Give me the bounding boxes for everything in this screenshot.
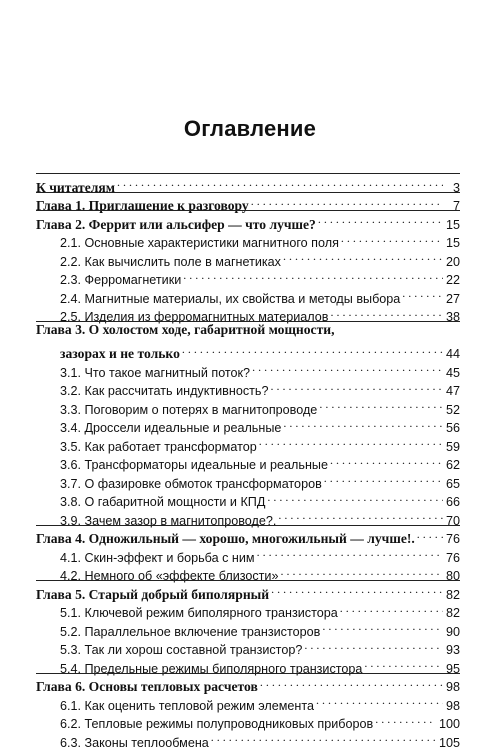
toc-section-entry bbox=[36, 710, 460, 729]
entry-title: 2.1. Основные характеристики магнитного поля bbox=[60, 234, 341, 253]
dot-leader bbox=[252, 358, 443, 377]
toc-section-entry bbox=[36, 284, 460, 303]
dot-leader bbox=[319, 395, 443, 414]
entry-title: 4.2. Немного об «эффекте близости» bbox=[60, 567, 280, 586]
dot-leader bbox=[283, 414, 443, 433]
entry-page-number: 90 bbox=[443, 623, 460, 642]
entry-title: 3.5. Как работает трансформатор bbox=[60, 438, 259, 457]
entry-title: Глава 3. О холостом ходе, габаритной мощности, bbox=[36, 321, 337, 340]
dot-leader bbox=[278, 506, 443, 525]
toc-section-entry bbox=[36, 358, 460, 377]
entry-title: 3.9. Зачем зазор в магнитопроводе?. bbox=[60, 512, 278, 531]
entry-page-number: 56 bbox=[443, 419, 460, 438]
dot-leader bbox=[375, 710, 436, 729]
entry-page-number: 100 bbox=[436, 715, 460, 734]
entry-page-number: 59 bbox=[443, 438, 460, 457]
entry-page-number: 44 bbox=[443, 345, 460, 364]
entry-title: 3.8. О габаритной мощности и КПД bbox=[60, 493, 267, 512]
dot-leader bbox=[257, 543, 443, 562]
toc-section-entry bbox=[36, 506, 460, 525]
entry-page-number: 62 bbox=[443, 456, 460, 475]
dot-leader bbox=[183, 266, 443, 285]
toc-section-entry bbox=[36, 247, 460, 266]
dot-leader bbox=[117, 173, 443, 192]
chapter-divider bbox=[36, 210, 460, 211]
entry-title: 2.5. Изделия из ферромагнитных материалов bbox=[60, 308, 330, 327]
dot-leader bbox=[270, 377, 443, 396]
toc-section-entry bbox=[36, 562, 460, 581]
toc-chapter-entry bbox=[36, 173, 460, 192]
entry-page-number: 82 bbox=[443, 604, 460, 623]
entry-title: 5.1. Ключевой режим биполярного транзистора bbox=[60, 604, 340, 623]
entry-page-number: 70 bbox=[443, 512, 460, 531]
toc-section-entry bbox=[36, 654, 460, 673]
dot-leader bbox=[304, 636, 443, 655]
entry-page-number: 3 bbox=[443, 179, 460, 198]
entry-title: 3.4. Дроссели идеальные и реальные bbox=[60, 419, 283, 438]
entry-page-number: 98 bbox=[443, 697, 460, 716]
entry-title: 3.6. Трансформаторы идеальные и реальные bbox=[60, 456, 330, 475]
toc-section-entry bbox=[36, 303, 460, 322]
entry-page-number: 95 bbox=[443, 660, 460, 679]
dot-leader bbox=[318, 210, 443, 229]
entry-page-number: 82 bbox=[443, 586, 460, 605]
dot-leader bbox=[259, 432, 443, 451]
toc-section-entry bbox=[36, 432, 460, 451]
entry-title: Глава 2. Феррит или альсифер — что лучше? bbox=[36, 216, 318, 235]
entry-title: Глава 1. Приглашение к разговору bbox=[36, 197, 251, 216]
entry-page-number: 15 bbox=[443, 216, 460, 235]
entry-title: 5.2. Параллельное включение транзисторов bbox=[60, 623, 322, 642]
toc-chapter-entry bbox=[36, 340, 460, 359]
entry-title: Глава 4. Одножильный — хорошо, многожильный — лучше!. bbox=[36, 530, 417, 549]
chapter-divider bbox=[36, 673, 460, 674]
entry-page-number: 80 bbox=[443, 567, 460, 586]
entry-title: 2.2. Как вычислить поле в магнетиках bbox=[60, 253, 283, 272]
toc-section-entry bbox=[36, 414, 460, 433]
toc-section-entry bbox=[36, 617, 460, 636]
entry-page-number: 52 bbox=[443, 401, 460, 420]
entry-page-number: 38 bbox=[443, 308, 460, 327]
entry-title: 2.4. Магнитные материалы, их свойства и методы выбора bbox=[60, 290, 402, 309]
entry-title: Глава 6. Основы тепловых расчетов bbox=[36, 678, 260, 697]
top-divider bbox=[36, 173, 460, 174]
entry-page-number: 7 bbox=[443, 197, 460, 216]
page-title: Оглавление bbox=[0, 116, 500, 142]
toc-section-entry bbox=[36, 377, 460, 396]
toc-section-entry bbox=[36, 266, 460, 285]
dot-leader bbox=[322, 617, 443, 636]
entry-title: зазорах и не только bbox=[60, 345, 182, 364]
entry-page-number: 15 bbox=[443, 234, 460, 253]
dot-leader bbox=[341, 229, 443, 248]
table-of-contents bbox=[36, 173, 460, 747]
entry-page-number: 20 bbox=[443, 253, 460, 272]
toc-chapter-entry bbox=[36, 673, 460, 692]
toc-chapter-entry bbox=[36, 580, 460, 599]
chapter-divider bbox=[36, 192, 460, 193]
dot-leader bbox=[280, 562, 443, 581]
entry-page-number: 66 bbox=[443, 493, 460, 512]
chapter-divider bbox=[36, 321, 460, 322]
dot-leader bbox=[260, 673, 443, 692]
entry-page-number: 47 bbox=[443, 382, 460, 401]
entry-page-number: 105 bbox=[436, 734, 460, 752]
entry-title: 3.7. О фазировке обмоток трансформаторов bbox=[60, 475, 324, 494]
entry-page-number: 27 bbox=[443, 290, 460, 309]
entry-title: 5.4. Предельные режимы биполярного транзистора bbox=[60, 660, 364, 679]
dot-leader bbox=[283, 247, 443, 266]
toc-section-entry bbox=[36, 451, 460, 470]
entry-title: К читателям bbox=[36, 179, 117, 198]
entry-page-number: 76 bbox=[443, 549, 460, 568]
dot-leader bbox=[182, 340, 443, 359]
entry-title: 6.1. Как оценить тепловой режим элемента bbox=[60, 697, 316, 716]
entry-title: 6.2. Тепловые режимы полупроводниковых приборов bbox=[60, 715, 375, 734]
dot-leader bbox=[267, 488, 443, 507]
entry-title: 4.1. Скин-эффект и борьба с ним bbox=[60, 549, 257, 568]
toc-section-entry bbox=[36, 599, 460, 618]
dot-leader bbox=[271, 580, 443, 599]
dot-leader bbox=[251, 192, 443, 211]
toc-chapter-entry bbox=[36, 321, 460, 340]
toc-section-entry bbox=[36, 543, 460, 562]
chapter-divider bbox=[36, 525, 460, 526]
entry-title: 3.1. Что такое магнитный поток? bbox=[60, 364, 252, 383]
toc-section-entry bbox=[36, 488, 460, 507]
toc-section-entry bbox=[36, 636, 460, 655]
entry-title: Глава 5. Старый добрый биполярный bbox=[36, 586, 271, 605]
entry-page-number: 22 bbox=[443, 271, 460, 290]
entry-title: 6.3. Законы теплообмена bbox=[60, 734, 211, 752]
entry-page-number: 65 bbox=[443, 475, 460, 494]
toc-chapter-entry bbox=[36, 525, 460, 544]
entry-title: 3.3. Поговорим о потерях в магнитопроводе bbox=[60, 401, 319, 420]
dot-leader bbox=[364, 654, 443, 673]
toc-section-entry bbox=[36, 728, 460, 747]
dot-leader bbox=[402, 284, 443, 303]
toc-section-entry bbox=[36, 469, 460, 488]
entry-title: 5.3. Так ли хорош составной транзистор? bbox=[60, 641, 304, 660]
dot-leader bbox=[340, 599, 443, 618]
toc-chapter-entry bbox=[36, 210, 460, 229]
toc-section-entry bbox=[36, 229, 460, 248]
entry-page-number: 93 bbox=[443, 641, 460, 660]
entry-title: 3.2. Как рассчитать индуктивность? bbox=[60, 382, 270, 401]
dot-leader bbox=[330, 303, 443, 322]
chapter-divider bbox=[36, 580, 460, 581]
toc-chapter-entry bbox=[36, 192, 460, 211]
toc-section-entry bbox=[36, 691, 460, 710]
entry-page-number: 45 bbox=[443, 364, 460, 383]
dot-leader bbox=[324, 469, 443, 488]
dot-leader bbox=[316, 691, 443, 710]
toc-section-entry bbox=[36, 395, 460, 414]
dot-leader bbox=[330, 451, 443, 470]
dot-leader bbox=[417, 525, 443, 544]
dot-leader bbox=[211, 728, 436, 747]
entry-page-number: 98 bbox=[443, 678, 460, 697]
entry-page-number: 76 bbox=[443, 530, 460, 549]
entry-title: 2.3. Ферромагнетики bbox=[60, 271, 183, 290]
